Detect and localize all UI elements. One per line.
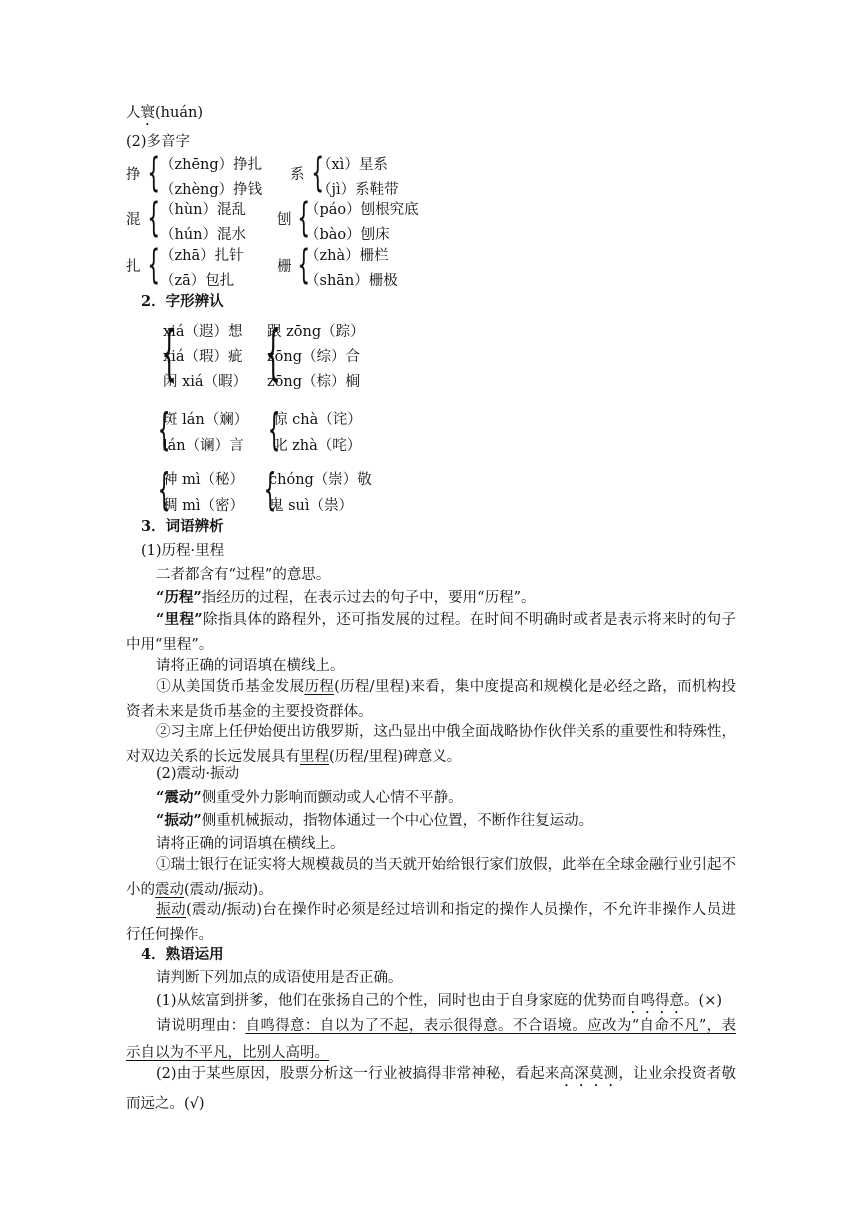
ciyu-p2: [156, 588, 536, 608]
q3-post: (震动/振动)。: [184, 882, 273, 898]
ciyu-sub2: (2)震动·振动: [156, 766, 240, 782]
s1-dotted-idiom: 自鸣得意: [626, 993, 685, 1009]
zixing-item: 稠 mì（密）: [163, 498, 244, 514]
ciyu-sub1: (1)历程·里程: [141, 543, 225, 559]
brace-icon: {: [147, 195, 161, 241]
brace-icon: {: [263, 464, 277, 515]
term-zhendong1: “震动”: [156, 789, 202, 806]
duoyin-char: 栅: [277, 259, 292, 275]
ciyu-p3: [126, 607, 736, 658]
duoyin-item: （páo）刨根究底: [305, 202, 419, 218]
duoyin-item: （zhā）扎针: [160, 248, 244, 264]
q4-answer: 振动: [156, 902, 186, 918]
duoyin-char: 系: [290, 167, 305, 183]
q2-answer: 里程: [300, 749, 329, 765]
zixing-item: 鬼 suì（祟）: [269, 498, 354, 514]
ciyu-q1: [126, 675, 736, 725]
shuyu-s2: [126, 1060, 736, 1118]
term-licheng2: “里程”: [156, 611, 203, 628]
q1-answer: 历程: [304, 679, 335, 695]
zixing-item: 神 mì（秘）: [163, 472, 244, 488]
term-zhendong2: “振动”: [156, 812, 202, 829]
duoyin-item: （jì）系鞋带: [317, 182, 399, 198]
shuyu-heading: 4．熟语运用: [141, 946, 224, 963]
duoyin-item: （zhà）栅栏: [305, 248, 389, 264]
ciyu-p6: [156, 811, 593, 831]
brace-icon: {: [157, 404, 171, 455]
zixing-item: xiá（遐）想: [163, 324, 243, 340]
brace-icon: {: [297, 242, 311, 288]
reason-text: 自鸣得意：自以为了不起，表示很得意。不合语境。应改为“自命不凡”，表示自以为不平凡，比别人高明。: [126, 1018, 736, 1061]
brace-icon: {: [297, 195, 311, 241]
zixing-item: 跟 zōng（踪）: [267, 324, 365, 340]
ciyu-p1: 二者都含有“过程”的意思。: [156, 567, 331, 583]
duoyin-item: （bào）刨床: [305, 227, 390, 243]
duoyin-item: （shān）栅极: [305, 273, 398, 289]
q2-pre: ②习主席上任伊始便出访俄罗斯，这凸显出中俄全面战略协作伙伴关系的重要性和特殊性，对双边关系的长远发展具有: [126, 724, 736, 765]
duoyin-char: 扎: [126, 259, 141, 275]
duoyin-item: （zā）包扎: [160, 273, 235, 289]
q2-post: (历程/里程)碑意义。: [329, 749, 462, 765]
duoyin-item: （zhēng）挣扎: [160, 157, 263, 173]
ciyu-heading: 3．词语辨析: [141, 518, 224, 535]
reason-label: 请说明理由：: [156, 1018, 246, 1034]
duoyin-item: （zhèng）挣钱: [160, 182, 263, 198]
zixing-item: zōng（综）合: [267, 349, 360, 365]
q3-answer: 震动: [155, 882, 184, 898]
ciyu-p2-rest: 指经历的过程，在表示过去的句子中，要用“历程”。: [201, 590, 536, 606]
s2-dotted-idiom: 高深莫测: [559, 1066, 619, 1082]
shuyu-intro: 请判断下列加点的成语使用是否正确。: [156, 970, 403, 986]
brace-icon: {: [147, 150, 161, 196]
zixing-item: lán（谰）言: [163, 438, 244, 454]
zixing-item: 惊 chà（诧）: [273, 412, 362, 428]
brace-icon: {: [267, 404, 281, 455]
duoyin-item: （hún）混水: [160, 227, 247, 243]
ciyu-p3-rest: 除指具体的路程外，还可指发展的过程。在时间不明确时或者是表示将来时的句子中用“里程”。: [126, 612, 737, 653]
term-lichen: “历程”: [156, 589, 202, 606]
ciyu-p4: 请将正确的词语填在横线上。: [156, 658, 345, 674]
zixing-item: 叱 zhà（咤）: [273, 438, 362, 454]
q1-post: (历程/里程)来看，集中度提高和规模化是必经之路，而机构投资者未来是货币基金的主要投资群体。: [126, 679, 736, 720]
duoyin-char: 挣: [126, 167, 141, 183]
duoyin-char: 混: [126, 212, 141, 228]
duoyin-heading: (2)多音字: [126, 134, 191, 150]
ciyu-p5: [156, 788, 463, 808]
brace-icon: {: [311, 150, 325, 196]
shuyu-reason: [126, 1013, 736, 1067]
q1-pre: ①从美国货币基金发展: [156, 679, 305, 695]
brace-icon: {: [161, 318, 177, 388]
brace-icon: {: [147, 242, 161, 288]
brace-icon: {: [157, 464, 171, 515]
duoyin-item: （hùn）混乱: [160, 202, 247, 218]
top-line-dotted: 寰: [140, 105, 155, 121]
ciyu-p5-rest: 侧重受外力影响而颤动或人心情不平静。: [201, 790, 463, 806]
ciyu-p7: 请将正确的词语填在横线上。: [156, 836, 345, 852]
top-line-pinyin: (huán): [155, 105, 203, 121]
s1-post: 。(×): [684, 993, 723, 1009]
zixing-item: 斑 lán（斓）: [163, 412, 249, 428]
ciyu-q3: [126, 853, 736, 903]
ciyu-q4: [126, 898, 736, 948]
zixing-item: xiá（瑕）疵: [163, 349, 243, 365]
q3-pre: ①瑞士银行在证实将大规模裁员的当天就开始给银行家们放假，此举在全球金融行业引起不小的: [126, 857, 736, 898]
s1-pre: (1)从炫富到拼爹，他们在张扬自己的个性，同时也由于自身家庭的优势而: [156, 993, 627, 1009]
zixing-item: 闲 xiá（暇）: [163, 374, 248, 390]
top-line-char: 人: [126, 105, 141, 121]
brace-icon: {: [265, 318, 281, 388]
s2-post: ，让业余投资者敬而远之。(√): [126, 1066, 736, 1112]
zixing-item: zōng（棕）榈: [267, 374, 360, 390]
s2-pre: (2)由于某些原因，股票分析这一行业被搞得非常神秘，看起来: [156, 1066, 560, 1082]
zixing-heading: 2．字形辨认: [141, 293, 224, 310]
q4-post: (震动/振动)台在操作时必须是经过培训和指定的操作人员操作，不允许非操作人员进行任何操作。: [126, 902, 736, 943]
zixing-item: chóng（崇）敬: [269, 472, 372, 488]
duoyin-char: 刨: [277, 212, 292, 228]
ciyu-p6-rest: 侧重机械振动，指物体通过一个中心位置，不断作往复运动。: [201, 813, 594, 829]
duoyin-item: （xì）星系: [317, 157, 388, 173]
top-line: [126, 103, 203, 129]
ciyu-q2: [126, 720, 736, 770]
